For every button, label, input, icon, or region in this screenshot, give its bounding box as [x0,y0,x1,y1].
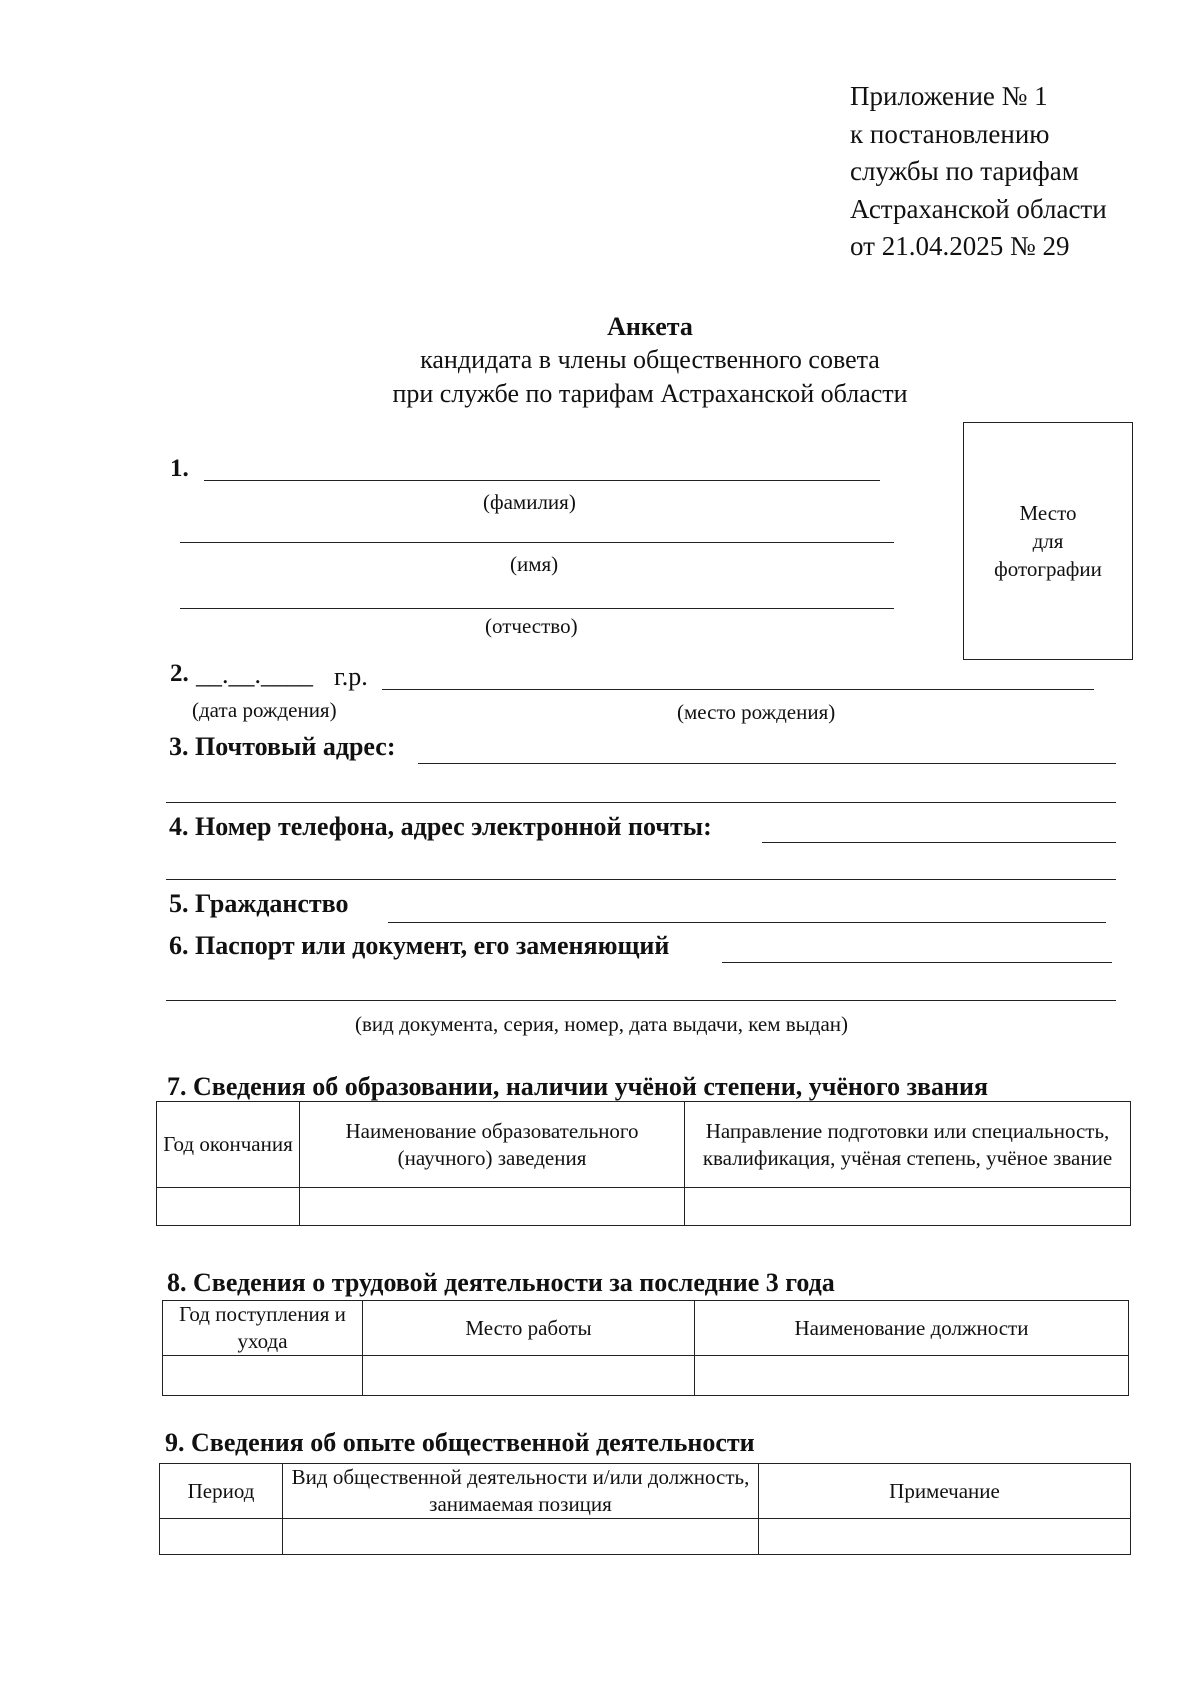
contacts-field-line2[interactable] [166,879,1116,880]
table-header-row [160,1464,1131,1519]
birthdate-label: (дата рождения) [192,698,337,722]
public-activity-col-note: Примечание [759,1464,1131,1519]
birthplace-field[interactable] [382,689,1094,690]
table-row [157,1188,1131,1226]
education-table [156,1101,1131,1226]
education-col-institution: Наименование образовательного (научного) заведения [300,1102,685,1188]
postal-address-label: 3. Почтовый адрес: [169,732,396,761]
appendix-line: службы по тарифам [850,156,1079,186]
birthplace-label: (место рождения) [677,700,836,724]
form-subtitle-line1: кандидата в члены общественного совета [420,345,880,374]
education-section-title: 7. Сведения об образовании, наличии учёной степени, учёного звания [167,1072,989,1101]
surname-field[interactable] [204,480,880,481]
appendix-line: Приложение № 1 [850,81,1048,111]
photo-label: Место [1019,501,1077,525]
public-activity-table [159,1463,1131,1555]
public-activity-col-type: Вид общественной деятельности и/или должность, занимаемая позиция [283,1464,759,1519]
public-activity-col-period: Период [160,1464,283,1519]
public-activity-cell-type[interactable] [283,1519,759,1555]
photo-label: фотографии [994,557,1102,581]
employment-table [162,1300,1129,1396]
employment-col-years: Год поступления и ухода [163,1301,363,1356]
appendix-line: к постановлению [850,118,1050,149]
contacts-field[interactable] [762,842,1116,843]
education-cell-year[interactable] [157,1188,300,1226]
public-activity-section-title: 9. Сведения об опыте общественной деятельности [165,1428,755,1457]
employment-cell-workplace[interactable] [363,1356,695,1396]
citizenship-label: 5. Гражданство [169,889,349,918]
education-col-year: Год окончания [157,1102,300,1188]
name-field[interactable] [180,542,894,543]
employment-cell-years[interactable] [163,1356,363,1396]
name-label: (имя) [510,552,559,576]
table-header-row [163,1301,1129,1356]
appendix-line: Астраханской области [850,193,1107,224]
passport-field[interactable] [722,962,1112,963]
education-col-specialty: Направление подготовки или специальность, квалификация, учёная степень, учёное звание [685,1102,1131,1188]
birthdate-field[interactable]: __.__.____ [196,660,313,689]
form-subtitle-line2: при службе по тарифам Астраханской области [392,379,908,408]
passport-hint: (вид документа, серия, номер, дата выдачи, кем выдан) [355,1012,848,1036]
contacts-label: 4. Номер телефона, адрес электронной почты: [169,812,712,841]
form-title: Анкета [607,312,693,341]
appendix-block [850,78,1107,266]
employment-col-workplace: Место работы [363,1301,695,1356]
employment-section-title: 8. Сведения о трудовой деятельности за последние 3 года [167,1268,835,1297]
citizenship-field[interactable] [388,922,1106,923]
patronymic-label: (отчество) [485,614,578,638]
section1-number: 1. [170,455,189,482]
education-cell-institution[interactable] [300,1188,685,1226]
table-row [163,1356,1129,1396]
surname-label: (фамилия) [483,490,576,514]
postal-address-field[interactable] [418,763,1116,764]
passport-label: 6. Паспорт или документ, его заменяющий [169,931,670,960]
employment-cell-position[interactable] [695,1356,1129,1396]
table-row [160,1519,1131,1555]
postal-address-field-line2[interactable] [166,802,1116,803]
photo-placeholder [963,422,1133,660]
public-activity-cell-period[interactable] [160,1519,283,1555]
section2-number: 2. [170,660,189,687]
public-activity-cell-note[interactable] [759,1519,1131,1555]
education-cell-specialty[interactable] [685,1188,1131,1226]
employment-col-position: Наименование должности [695,1301,1129,1356]
patronymic-field[interactable] [180,608,894,609]
appendix-line: от 21.04.2025 № 29 [850,231,1070,261]
passport-field-line2[interactable] [166,1000,1116,1001]
birth-year-suffix: г.р. [334,662,368,691]
photo-label: для [1032,529,1064,553]
table-header-row [157,1102,1131,1188]
